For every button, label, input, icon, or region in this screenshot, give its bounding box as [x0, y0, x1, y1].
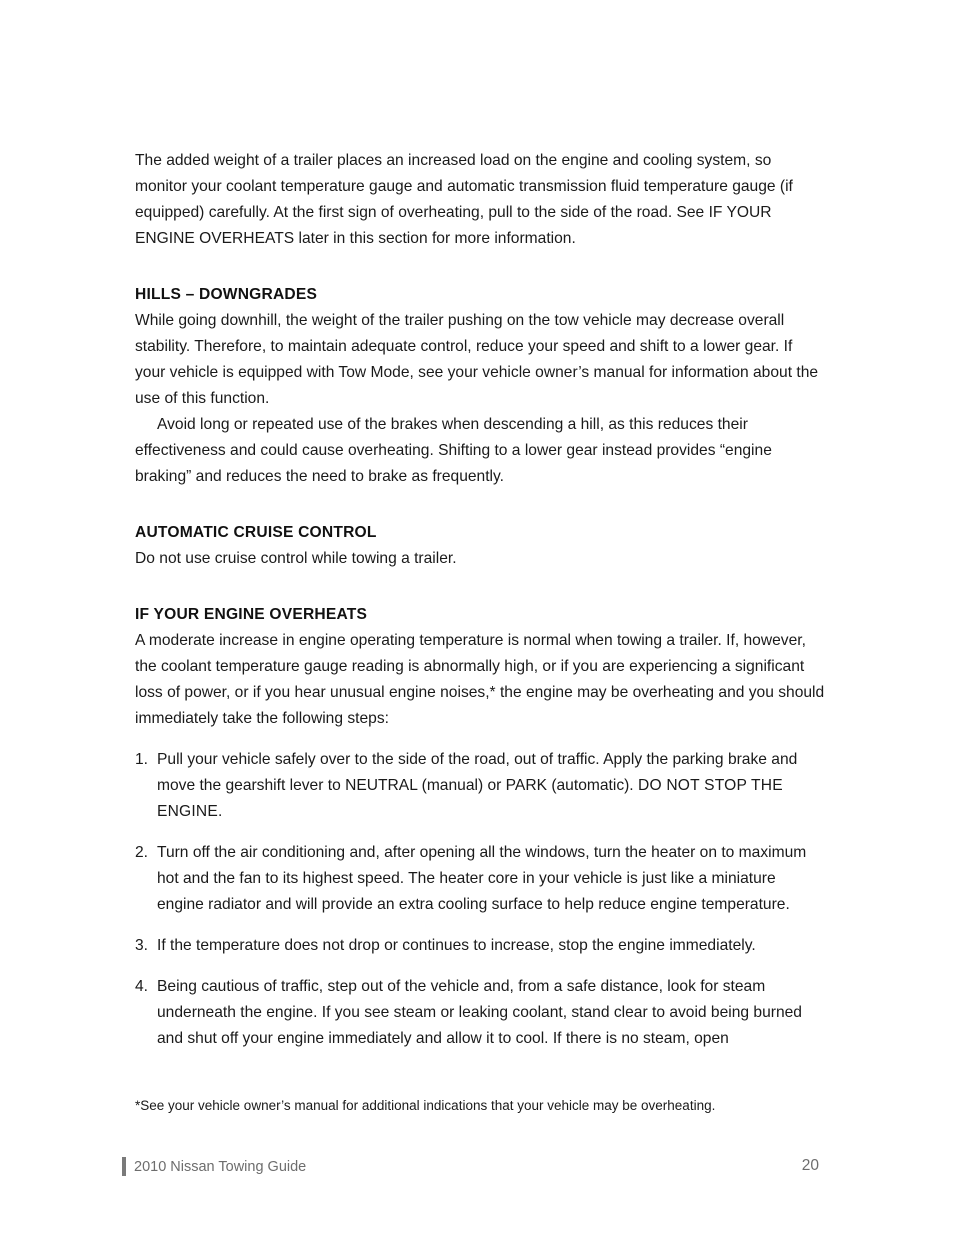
page-body [135, 148, 825, 1067]
section-heading: AUTOMATIC CRUISE CONTROL [135, 524, 377, 541]
intro-paragraph: The added weight of a trailer places an increased load on the engine and cooling system, so monitor your coolant temperature gauge and automatic transmission fluid temperature gauge (if equipped) carefully. At the first sign of overheating, pull to the side of the road. See IF YOUR ENGINE OVERHEATS later in this section for more information. [135, 152, 793, 247]
page-number: 20 [801, 1157, 819, 1174]
list-item-text: Pull your vehicle safely over to the side of the road, out of traffic. Apply the parking brake and move the gearshift lever to NEUTRAL (manual) or PARK (automatic). [157, 751, 798, 794]
list-item-number: 2. [135, 844, 149, 861]
list-item-number: 4. [135, 978, 149, 995]
body-paragraph: While going downhill, the weight of the trailer pushing on the tow vehicle may decrease overall stability. Therefore, to maintain adequate control, reduce your speed and shift to a lower gear. If your vehicle is equipped with Tow Mode, see your vehicle owner’s manual for information about the use of this function. [135, 312, 819, 407]
list-item [135, 840, 825, 918]
body-paragraph: A moderate increase in engine operating temperature is normal when towing a trailer. If, however, the coolant temperature gauge reading is abnormally high, or if you are experiencing a significant loss of power, or if you hear unusual engine noises,* the engine may be overheating and you should immediately take the following steps: [135, 632, 825, 727]
body-paragraph: Do not use cruise control while towing a trailer. [135, 550, 457, 567]
steps-list [135, 747, 825, 1052]
section-hills-downgrades [135, 282, 825, 490]
list-item [135, 747, 825, 825]
list-item-text: Turn off the air conditioning and, after opening all the windows, turn the heater on to maximum hot and the fan to its highest speed. The heater core in your vehicle is just like a miniature engine radiator and will provide an extra cooling surface to help reduce engine temperature. [157, 844, 807, 913]
list-item [135, 933, 825, 959]
body-paragraph: Avoid long or repeated use of the brakes when descending a hill, as this reduces their effectiveness and could cause overheating. Shifting to a lower gear instead provides “engine braking” and reduces the need to brake as frequently. [135, 416, 772, 485]
list-item-number: 1. [135, 751, 149, 768]
section-automatic-cruise-control [135, 520, 825, 572]
list-item [135, 974, 825, 1052]
section-heading: IF YOUR ENGINE OVERHEATS [135, 606, 368, 623]
list-item-emphasis: DO NOT STOP THE ENGINE. [157, 777, 783, 820]
footer-document-title: 2010 Nissan Towing Guide [134, 1159, 307, 1175]
footer-divider-bar [122, 1157, 126, 1176]
list-item-text: If the temperature does not drop or continues to increase, stop the engine immediately. [157, 937, 756, 954]
section-heading: HILLS – DOWNGRADES [135, 286, 318, 303]
list-item-number: 3. [135, 937, 149, 954]
list-item-text: Being cautious of traffic, step out of the vehicle and, from a safe distance, look for steam underneath the engine. If you see steam or leaking coolant, stand clear to avoid being burned and shut off your engine immediately and allow it to cool. If there is no steam, open [157, 978, 802, 1047]
footnote: *See your vehicle owner’s manual for additional indications that your vehicle may be overheating. [135, 1098, 716, 1113]
section-if-your-engine-overheats [135, 602, 825, 1052]
